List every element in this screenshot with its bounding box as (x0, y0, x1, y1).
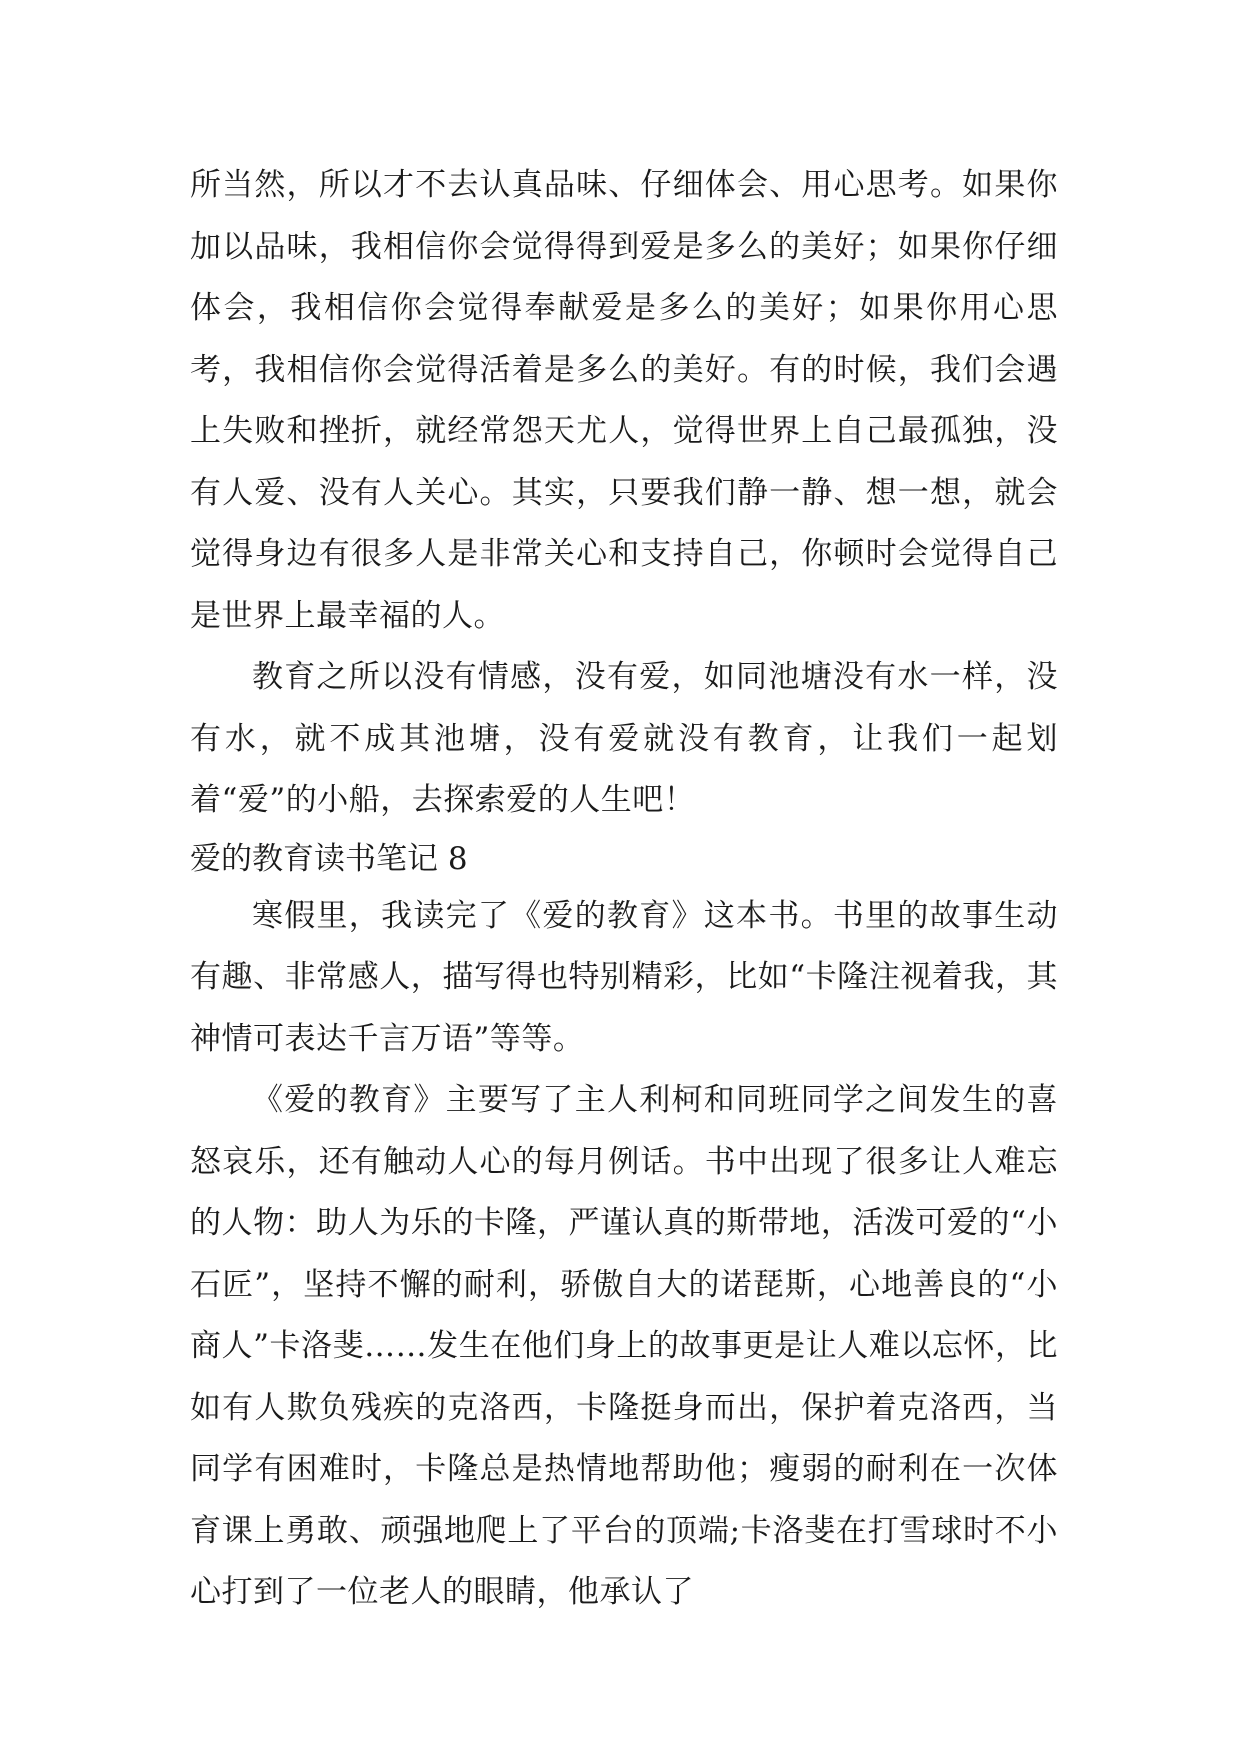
paragraph-intro: 寒假里，我读完了《爱的教育》这本书。书里的故事生动有趣、非常感人，描写得也特别精彩，比如“卡隆注视着我，其神情可表达千言万语”等等。 (190, 897, 1058, 1057)
paragraph-summary: 《爱的教育》主要写了主人利柯和同班同学之间发生的喜怒哀乐，还有触动人心的每月例话。书中出现了很多让人难忘的人物：助人为乐的卡隆，严谨认真的斯带地，活泼可爱的“小石匠”，坚持不懈的耐利，骄傲自大的诺琵斯，心地善良的“小商人”卡洛斐……发生在他们身上的故事更是让人难以忘怀，比如有人欺负残疾的克洛西，卡隆挺身而出，保护着克洛西，当同学有困难时，卡隆总是热情地帮助他；瘦弱的耐利在一次体育课上勇敢、顽强地爬上了平台的顶端;卡洛斐在打雪球时不小心打到了一位老人的眼睛，他承认了 (190, 1082, 1058, 1610)
section-title: 爱的教育读书笔记 8 (190, 840, 468, 877)
paragraph-continued: 所当然，所以才不去认真品味、仔细体会、用心思考。如果你加以品味，我相信你会觉得得到爱是多么的美好；如果你仔细体会，我相信你会觉得奉献爱是多么的美好；如果你用心思考，我相信你会觉得活着是多么的美好。有的时候，我们会遇上失败和挫折，就经常怨天尤人，觉得世界上自己最孤独，没有人爱、没有人关心。其实，只要我们静一静、想一想，就会觉得身边有很多人是非常关心和支持自己，你顿时会觉得自己是世界上最幸福的人。 (190, 167, 1058, 634)
document-body (190, 155, 1058, 1624)
paragraph-conclusion: 教育之所以没有情感，没有爱，如同池塘没有水一样，没有水，就不成其池塘，没有爱就没有教育，让我们一起划着“爱”的小船，去探索爱的人生吧！ (190, 659, 1058, 818)
